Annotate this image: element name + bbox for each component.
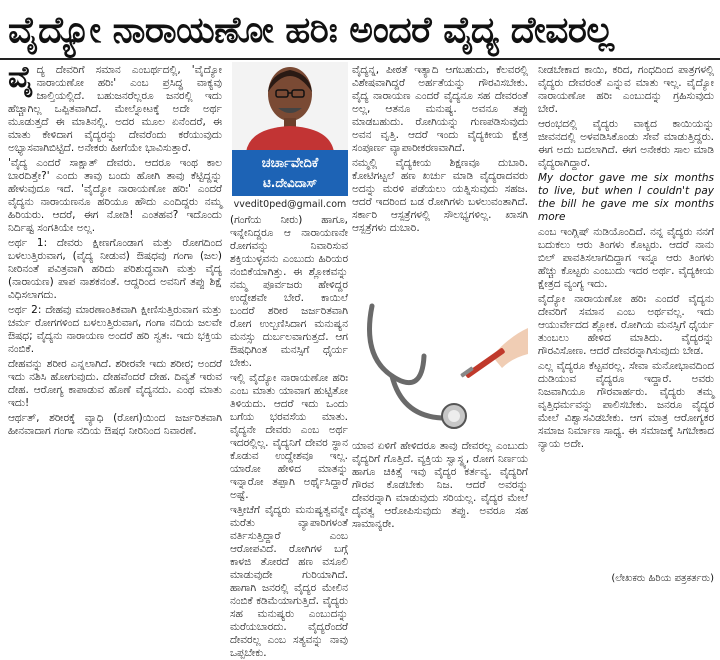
stethoscope-illustration [352,296,528,436]
column-name: ಚರ್ಚಾವೇದಿಕೆ [261,156,319,171]
stethoscope-image [352,296,528,436]
headline-rule [0,58,720,60]
column-4 [538,64,714,568]
author-email: vvedit0ped@gmail.com [233,199,347,210]
author-footnote: (ಲೇಖಕರು ಹಿರಿಯ ಪತ್ರಕರ್ತರು) [611,573,714,584]
paragraph: ನೀಡಬೇಕಾದ ಕಾಯಿ, ಕರಿದ, ಗಂಧದಿಂದ ಪಾತ್ರಗಳಲ್ಲಿ ವೈದ್ಯರು ದೇವರಂತೆ ಎನ್ನುವ ಮಾತು ಇಲ್ಲ. ವೈದ್ಯೋ ನಾರಾಯಣೋ ಹರಿಃ ಎಂಬುದನ್ನು ಗ್ರಹಿಸುವುದು ಬೇರೆ. [538,64,714,115]
paragraph: ಎಂಬ ಇಂಗ್ಲಿಷ್ ನುಡಿಯೊಂದಿದೆ. ನನ್ನ ವೈದ್ಯರು ನನಗೆ ಬದುಕಲು ಆರು ತಿಂಗಳು ಕೊಟ್ಟರು. ಆದರೆ ನಾನು ಬಿಲ್ ಪಾವತಿಸಲಾಗದಿದ್ದಾಗ ಇನ್ನೂ ಆರು ತಿಂಗಳು ಹೆಚ್ಚು ಕೊಟ್ಟರು ಎಂಬುದು ಇದರ ಅರ್ಥ. ವೈದ್ಯಕೀಯ ಕ್ಷೇತ್ರದ ವ್ಯಂಗ್ಯ ಇದು. [538,226,714,290]
paragraph: ಎಲ್ಲ ವೈದ್ಯರೂ ಕೆಟ್ಟವರಲ್ಲ. ಸೇವಾ ಮನೋಭಾವದಿಂದ ದುಡಿಯುವ ವೈದ್ಯರೂ ಇದ್ದಾರೆ. ಅವರು ನಿಜವಾಗಿಯೂ ಗೌರವಾರ್ಹರು. ವೈದ್ಯರು ತಮ್ಮ ವೃತ್ತಿಧರ್ಮವನ್ನು ಪಾಲಿಸಬೇಕು. ಜನರೂ ವೈದ್ಯರ ಮೇಲೆ ವಿಶ್ವಾಸವಿಡಬೇಕು. ಆಗ ಮಾತ್ರ ಆರೋಗ್ಯಕರ ಸಮಾಜ ನಿರ್ಮಾಣ ಸಾಧ್ಯ. ಈ ಸಮಾಜಕ್ಕೆ ಸಿಗಬೇಕಾದ ನ್ಯಾಯ ಅದೇ. [538,360,714,450]
paragraph: 'ವೈದ್ಯ ಎಂದರೆ ಸಾಕ್ಷಾತ್ ದೇವರು. ಆದರೂ ಇಂಥ ಕಾಲ ಬಾರದಿತ್ತೇ?' ಎಂದು ತಾವು ಬಂದು ಹೋಗಿ ತಾವು ಕೆಟ್ಟಿದ್ದನ್ನು ಹೇಳುವುದೂ ಇದೆ. 'ವೈದ್ಯೋ ನಾರಾಯಣೋ ಹರಿಃ' ಎಂದರೆ ವೈದ್ಯನು ನಾರಾಯಣನೂ ಹರಿಯೂ ಹೌದು ಎಂದಿದ್ದರು ನಮ್ಮ ಹಿರಿಯರು. ಆದರೆ, ಈಗ ನೋಡಿ! ಎಂತಹವ? ಇದೊಂದು ನಿರ್ದಿಷ್ಟ ಸಂಗತಿಯೇ ಅಲ್ಲ. [8,157,222,234]
paragraph: ಅರ್ಥ 1: ದೇವರು ಕ್ಷೀಣಗೊಂಡಾಗ ಮತ್ತು ರೋಗದಿಂದ ಬಳಲುತ್ತಿರುವಾಗ, (ವೈದ್ಯ ನೀಡುವ) ಔಷಧವು ಗಂಗಾ (ಜಲ) ನೀರಿನಂತೆ ಪವಿತ್ರವಾಗಿ ಹರಿದು ಪರಿಶುದ್ಧವಾಗಿ ಮತ್ತು ವೈದ್ಯ (ನಾರಾಯಣ) ಪಾಪ ನಾಶಕನಂತೆ. ಆದ್ದರಿಂದ ಅವನಿಗೆ ತಪ್ಪು ಶಿಕ್ಷೆ ವಿಧಿಸಲಾಗದು. [8,237,222,301]
paragraph: ಆರ್ಥತ್, ಶರೀರಕ್ಕೆ ವ್ಯಾಧಿ (ರೋಗ)ಯಿಂದ ಜರ್ಜರಿತವಾಗಿ ಹೀನವಾದಾಗ ಗಂಗಾ ನದಿಯ ಔಷಧ ನೀರಿನಿಂದ ನಿವಾರಣೆ. [8,412,222,437]
paragraph: ನಮ್ಮಲ್ಲಿ ವೈದ್ಯಕೀಯ ಶಿಕ್ಷಣವೂ ದುಬಾರಿ. ಕೋಟಿಗಟ್ಟಲೆ ಹಣ ಖರ್ಚು ಮಾಡಿ ವೈದ್ಯರಾದವರು ಅದನ್ನು ಮರಳಿ ಪಡೆಯಲು ಯತ್ನಿಸುವುದು ಸಹಜ. ಆದರೆ ಇದರಿಂದ ಬಡ ರೋಗಿಗಳು ಬಳಲುವಂತಾಗಿದೆ. ಸರ್ಕಾರಿ ಆಸ್ಪತ್ರೆಗಳಲ್ಲಿ ಸೌಲಭ್ಯಗಳಿಲ್ಲ. ಖಾಸಗಿ ಆಸ್ಪತ್ರೆಗಳು ದುಬಾರಿ. [352,157,528,234]
paragraph: (ಗಂಗೆಯ ನೀರು) ಹಾಗೂ, ಇನ್ನೇನಿದ್ದರೂ ಆ ನಾರಾಯಣನೇ ರೋಗವನ್ನು ನಿವಾರಿಸುವ ಶಕ್ತಿಯುಳ್ಳವನು ಎಂಬುದು ಹಿರಿಯರ ನಂಬಿಕೆಯಾಗಿತ್ತು. ಈ ಶ್ಲೋಕವನ್ನು ನಮ್ಮ ಪೂರ್ವಜರು ಹೇಳಿದ್ದರ ಉದ್ದೇಶವೇ ಬೇರೆ. ಕಾಯಿಲೆ ಬಂದರೆ ಶರೀರ ಜರ್ಜರಿತವಾಗಿ ರೋಗ ಉಲ್ಬಣಿಸಿದಾಗ ಮನುಷ್ಯನ ಮನಸ್ಸು ದುರ್ಬಲವಾಗುತ್ತದೆ. ಆಗ ಔಷಧಿಗಿಂತ ಮನಸ್ಸಿಗೆ ಧೈರ್ಯ ಬೇಕು. [230,214,348,369]
paragraph: ಇಲ್ಲಿ ವೈದ್ಯೋ ನಾರಾಯಣೋ ಹರಿಃ ಎಂಬ ಮಾತು ಯಾವಾಗ ಹುಟ್ಟಿತೋ ತಿಳಿಯದು. ಆದರೆ ಇದು ಒಂದು ಬಗೆಯ ಭರವಸೆಯ ಮಾತು. ವೈದ್ಯನೇ ದೇವರು ಎಂಬ ಅರ್ಥ ಇದರಲ್ಲಿಲ್ಲ. ವೈದ್ಯನಿಗೆ ದೇವರ ಸ್ಥಾನ ಕೊಡುವ ಉದ್ದೇಶವೂ ಇಲ್ಲ. ಯಾರೋ ಹೇಳಿದ ಮಾತನ್ನು ಇನ್ನಾರೋ ತಪ್ಪಾಗಿ ಅರ್ಥೈಸಿದ್ದಾರೆ ಅಷ್ಟೆ. [230,372,348,501]
column-1 [8,60,222,570]
author-name: ಟಿ.ದೇವಿದಾಸ್ [262,176,318,190]
column-3-bottom [352,440,528,570]
column-2 [230,214,348,659]
article-headline: ವೈದ್ಯೋ ನಾರಾಯಣೋ ಹರಿಃ ಅಂದರೆ ವೈದ್ಯ ದೇವರಲ್ಲ [8,10,614,51]
english-quote: My doctor gave me six months to live, but when I couldn't pay the bill he gave me six months more [538,172,714,223]
paragraph: ಯಾವ ಏಳಿಗೆ ಹೇಳಿದರೂ ತಾವು ದೇವರಲ್ಲ ಎಂಬುದು ವೈದ್ಯರಿಗೆ ಗೊತ್ತಿದೆ. ವ್ಯಕ್ತಿಯ ಸ್ವಾಸ್ಥ್ಯ, ರೋಗ ನಿರ್ಣಯ ಹಾಗೂ ಚಿಕಿತ್ಸೆ ಇವು ವೈದ್ಯರ ಕರ್ತವ್ಯ. ವೈದ್ಯರಿಗೆ ಗೌರವ ಕೊಡಬೇಕು ನಿಜ. ಆದರೆ ಅವರನ್ನು ದೇವರನ್ನಾಗಿ ಮಾಡುವುದು ಸರಿಯಲ್ಲ. ವೈದ್ಯರ ಮೇಲೆ ದೈವತ್ವ ಆರೋಪಿಸುವುದು ತಪ್ಪು. ಅವರೂ ಸಹ ಸಾಮಾನ್ಯರೇ. [352,440,528,530]
paragraph: ಆರಂಭದಲ್ಲಿ ವೈದ್ಯರು ವಾಕ್ಯದ ಕಾಯಿಯನ್ನು ಜೀವನದಲ್ಲಿ ಅಳವಡಿಸಿಕೊಂಡು ಸೇವೆ ಮಾಡುತ್ತಿದ್ದರು. ಈಗ ಅದು ಬದಲಾಗಿದೆ. ಈಗ ಅನೇಕರು ಸಾಲ ಮಾಡಿ ವೈದ್ಯರಾಗಿದ್ದಾರೆ. [538,118,714,169]
paragraph: ದೇಹವನ್ನು ಶರೀರ ಎನ್ನಲಾಗಿದೆ. ಶರೀರವೇ ಇದು ಶರೀರ; ಅಂದರೆ ಇದು ನಶಿಸಿ ಹೋಗುವುದು. ದೇಹವೆಂದರೆ ದೇಹ. ದಿವ್ಯತೆ ಇರುವ ದೇಹ. ಆರೋಗ್ಯ ಕಾಪಾಡುವ ಹೊಣೆ ವೈದ್ಯನದು. ಎಂಥ ಮಾತು ಇದು! [8,358,222,409]
paragraph: ಇತ್ತೀಚೆಗೆ ವೈದ್ಯರು ಮನುಷ್ಯತ್ವವನ್ನೇ ಮರೆತು ವ್ಯಾಪಾರಿಗಳಂತೆ ವರ್ತಿಸುತ್ತಿದ್ದಾರೆ ಎಂಬ ಆರೋಪವಿದೆ. ರೋಗಿಗಳ ಬಗ್ಗೆ ಕಾಳಜಿ ತೋರದೆ ಹಣ ವಸೂಲಿ ಮಾಡುವುದೇ ಗುರಿಯಾಗಿದೆ. ಹಾಗಾಗಿ ಜನರಲ್ಲಿ ವೈದ್ಯರ ಮೇಲಿನ ನಂಬಿಕೆ ಕಡಿಮೆಯಾಗುತ್ತಿದೆ. ವೈದ್ಯರು ಸಹ ಮನುಷ್ಯರು ಎಂಬುದನ್ನು ಮರೆಯಬಾರದು. ವೈದ್ಯರೆಂದರೆ ದೇವರಲ್ಲ ಎಂಬ ಸತ್ಯವನ್ನು ನಾವು ಒಪ್ಪಬೇಕು. [230,504,348,659]
dropcap: ವೈ [8,60,34,95]
paragraph: ವೈದ್ಯೋ ನಾರಾಯಣೋ ಹರಿಃ ಎಂದರೆ ವೈದ್ಯನು ದೇವರಿಗೆ ಸಮಾನ ಎಂಬ ಅರ್ಥವಲ್ಲ. ಇದು ಆಯುರ್ವೇದದ ಶ್ಲೋಕ. ರೋಗಿಯ ಮನಸ್ಸಿಗೆ ಧೈರ್ಯ ತುಂಬಲು ಹೇಳಿದ ಮಾತಿದು. ವೈದ್ಯರನ್ನು ಗೌರವಿಸೋಣ. ಆದರೆ ದೇವರನ್ನಾಗಿಸುವುದು ಬೇಡ. [538,293,714,357]
column-3-top [352,64,528,294]
paragraph: ಅರ್ಥ 2: ದೇಹವು ಮಾರಣಾಂತಿಕವಾಗಿ ಕ್ಷೀಣಿಸುತ್ತಿರುವಾಗ ಮತ್ತು ಚರ್ಮ ರೋಗಗಳಿಂದ ಬಳಲುತ್ತಿರುವಾಗ, ಗಂಗಾ ನದಿಯ ಜಲವೇ ಔಷಧ; ವೈದ್ಯನು ನಾರಾಯಣ ಅಂದರೆ ಹರಿ ಸ್ವತಃ. ಇದು ಭಕ್ತಿಯ ನಂಬಿಕೆ. [8,304,222,355]
paragraph: ವೈದ್ಯನ್ನ, ಪೀಠತೆ ಇತ್ಯಾದಿ ಆಗಬಹುದು, ಕೆಲವರಲ್ಲಿ ವಿಶೇಷವಾಗಿದ್ದರೆ ಅರ್ಹತೆಯನ್ನು ಗೌರವಿಸಬೇಕು. ವೈದ್ಯ ನಾರಾಯಣ ಎಂದರೆ ವೈದ್ಯನೂ ಸಹ ದೇವರಂತೆ ಅಲ್ಲ, ಆತನೂ ಮನುಷ್ಯ. ಅವನೂ ತಪ್ಪು ಮಾಡಬಹುದು. ರೋಗಿಯನ್ನು ಗುಣಪಡಿಸುವುದು ಅವನ ವೃತ್ತಿ. ಆದರೆ ಇಂದು ವೈದ್ಯಕೀಯ ಕ್ಷೇತ್ರ ಸಂಪೂರ್ಣ ವ್ಯಾಪಾರೀಕರಣವಾಗಿದೆ. [352,64,528,154]
portrait-illustration [232,62,348,152]
paragraph: ದ್ಯ ದೇವರಿಗೆ ಸಮಾನ ಎಂಬರ್ಥದಲ್ಲಿ, 'ವೈದ್ಯೋ ನಾರಾಯಣೋ ಹರಿಃ' ಎಂಬ ಪ್ರಸಿದ್ಧ ವಾಕ್ಯವು ಜಾಲ್ತಿಯಲ್ಲಿದೆ. ಬಹುಜನರೆಲ್ಲರೂ ಜನರಲ್ಲಿ ಇದು ಹೆಚ್ಚಾಗಿಲ್ಲ ಒಪ್ಪಿತವಾಗಿದೆ. ಮೇಲ್ನೋಟಕ್ಕೆ ಅದೇ ಅರ್ಥ ಮೂಡುತ್ತದೆ ಈ ಮಾತಿನಲ್ಲಿ. ಅದರ ಮೂಲ ಏನೆಂದರೆ, ಈ ಮಾತು ಕೇಳಿದಾಗ ವೈದ್ಯರನ್ನು ದೇವರೆಂದು ಕರೆಯುವುದು ಅಭ್ಯಾಸವಾಗಿಬಿಟ್ಟಿದೆ. ಅನೇಕರು ಹೀಗೆಯೇ ಭಾವಿಸುತ್ತಾರೆ. [8,64,222,154]
author-bar [232,150,348,196]
